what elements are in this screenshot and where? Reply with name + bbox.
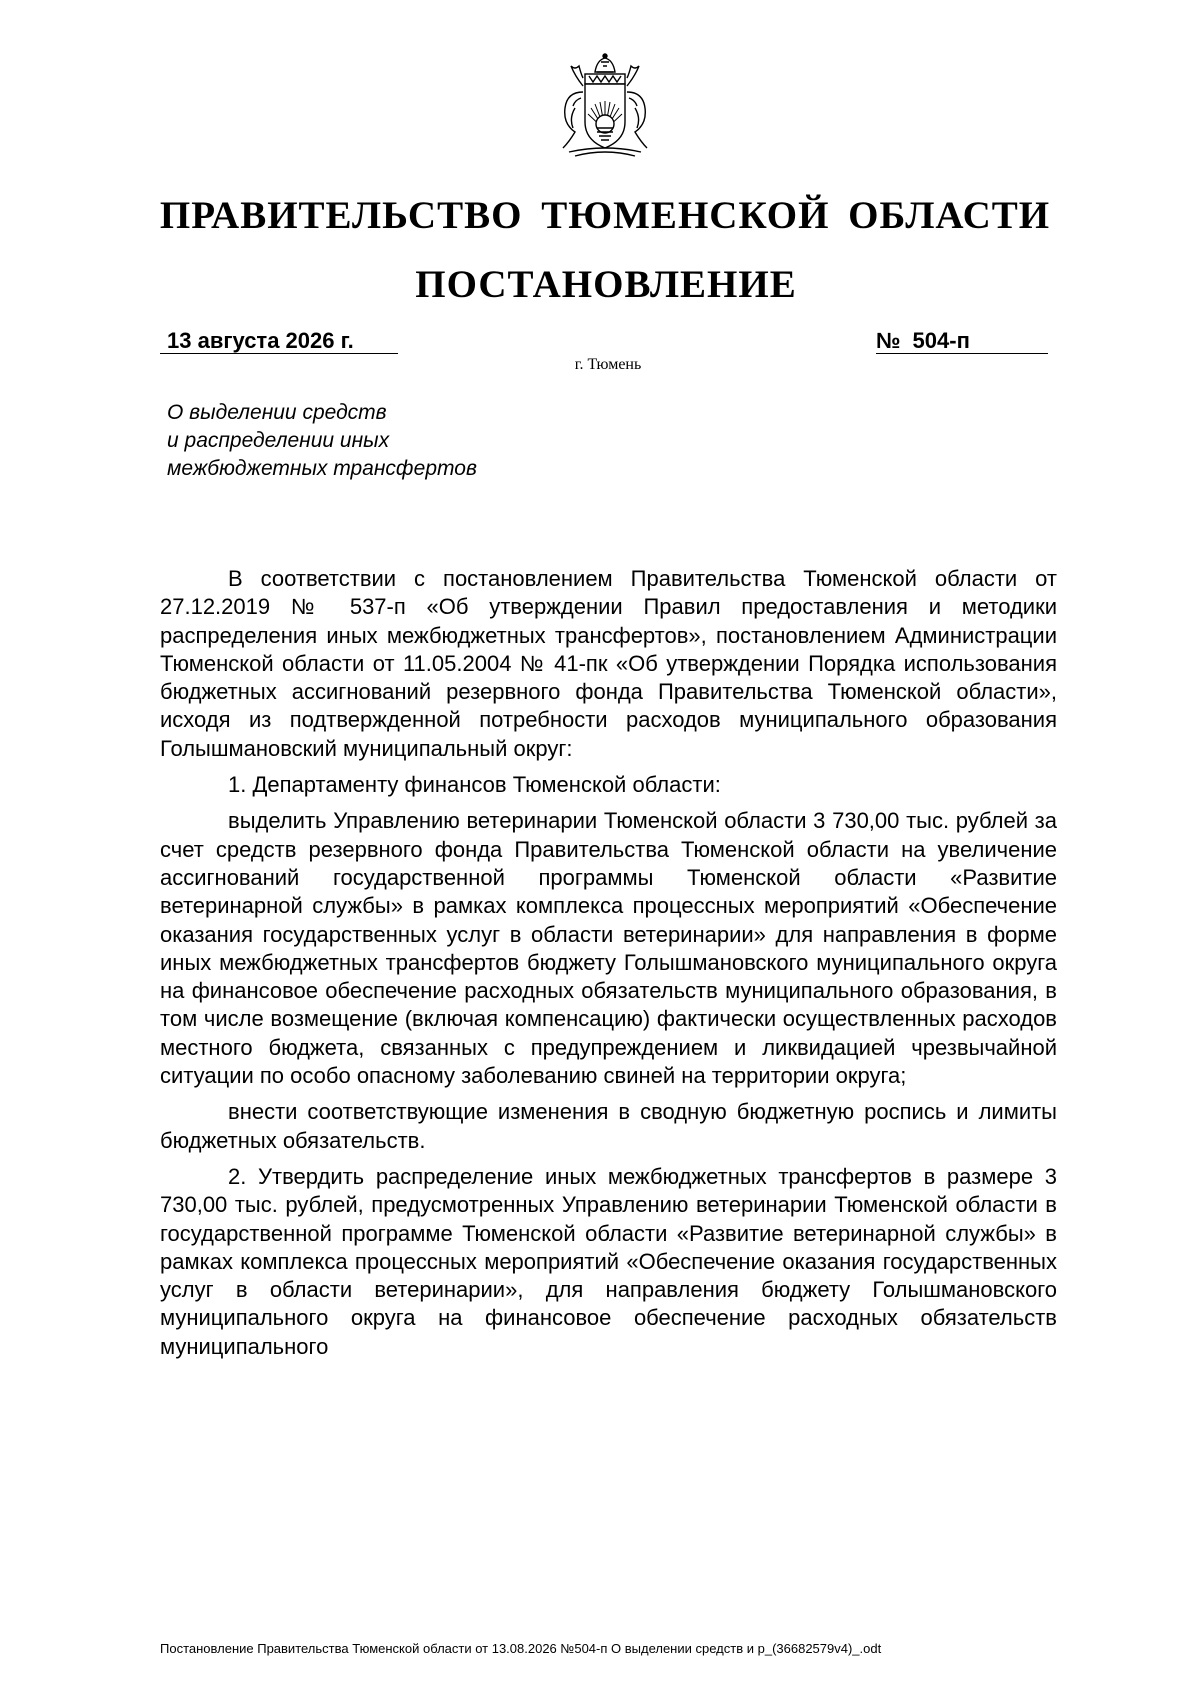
organization-title: ПРАВИТЕЛЬСТВО ТЮМЕНСКОЙ ОБЛАСТИ bbox=[159, 194, 1051, 237]
body-paragraph-item-2: 2. Утвердить распределение иных межбюджетных трансфертов в размере 3 730,00 тыс. рублей, предусмотренных Управлению ветеринарии Тюменской области в государственной программе Тюменской области «Развитие ветеринарной службы» в рамках комплекса процессных мероприятий «Обеспечение оказания государственных услуг в области ветеринарии», для направления бюджету Голышмановского муниципального округа на финансовое обеспечение расходных обязательств муниципального bbox=[160, 1163, 1057, 1359]
document-subject bbox=[167, 399, 587, 483]
number-sign: № bbox=[876, 328, 901, 353]
file-footer: Постановление Правительства Тюменской области от 13.08.2026 №504-п О выделении средств и р_(36682579v4)_.odt bbox=[160, 1641, 882, 1656]
document-date: 13 августа 2026 г. bbox=[160, 328, 398, 354]
subject-line: и распределении иных bbox=[167, 429, 390, 452]
body-paragraph-item-1: 1. Департаменту финансов Тюменской области: bbox=[228, 772, 721, 798]
number-value: 504-п bbox=[912, 328, 970, 353]
coat-of-arms-icon bbox=[545, 52, 665, 160]
subject-line: межбюджетных трансфертов bbox=[167, 457, 477, 480]
city-label: г. Тюмень bbox=[574, 356, 642, 373]
body-paragraph-allocate: выделить Управлению ветеринарии Тюменской области 3 730,00 тыс. рублей за счет средств резервного фонда Правительства Тюменской области на увеличение ассигнований государственной программы Тюменской области «Развитие ветеринарной службы» в рамках комплекса процессных мероприятий «Обеспечение оказания государственных услуг в области ветеринарии» для направления в форме иных межбюджетных трансфертов бюджету Голышмановского муниципального округа на финансовое обеспечение расходных обязательств муниципального образования, в том числе возмещение (включая компенсацию) фактически осуществленных расходов местного бюджета, связанных с предупреждением и ликвидацией чрезвычайной ситуации по особо опасному заболеванию свиней на территории округа; bbox=[160, 808, 1057, 1089]
body-paragraph-amend: внести соответствующие изменения в сводную бюджетную роспись и лимиты бюджетных обязательств. bbox=[160, 1099, 1057, 1153]
document-type-title: ПОСТАНОВЛЕНИЕ bbox=[415, 263, 797, 306]
subject-line: О выделении средств bbox=[167, 401, 387, 424]
document-body bbox=[160, 565, 1057, 1369]
body-paragraph-preamble: В соответствии с постановлением Правительства Тюменской области от 27.12.2019 № 537-п «Об утверждении Правил предоставления и методики распределения иных межбюджетных трансфертов», постановлением Администрации Тюменской области от 11.05.2004 № 41-пк «Об утверждении Порядка использования бюджетных ассигнований резервного фонда Правительства Тюменской области», исходя из подтвержденной потребности расходов муниципального образования Голышмановский муниципальный округ: bbox=[160, 566, 1057, 761]
document-number bbox=[876, 328, 1048, 354]
